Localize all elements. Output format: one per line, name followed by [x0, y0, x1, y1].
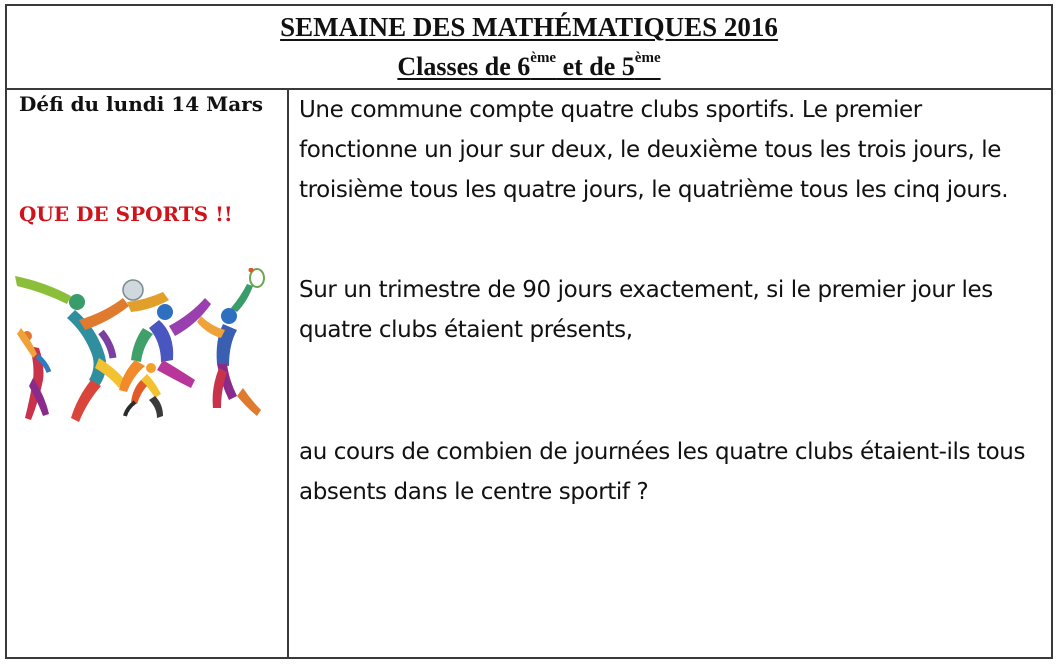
problem-panel — [299, 90, 1043, 657]
page-title — [7, 10, 1051, 44]
athletes-illustration — [15, 268, 267, 438]
title-text: SEMAINE DES MATHÉMATIQUES 2016 — [280, 12, 778, 42]
day-label: Défi du lundi 14 Mars — [19, 92, 263, 116]
subtitle-sup-2: ème — [634, 50, 661, 66]
tennis-player-figure — [197, 268, 264, 416]
problem-question: au cours de combien de journées les quatre clubs étaient-ils tous absents dans le centre sportif ? — [299, 439, 1026, 505]
subtitle-sup-1: ème — [530, 50, 557, 66]
left-panel — [7, 90, 287, 657]
sheet-header — [7, 6, 1051, 90]
subtitle-prefix: Classes de 6 — [397, 52, 531, 81]
subtitle-middle: et de 5 — [556, 52, 635, 81]
volleyball-player-figure — [17, 328, 49, 420]
spiking-player-figure — [119, 280, 211, 392]
problem-paragraph-2: Sur un trimestre de 90 jours exactement, si le premier jour les quatre clubs étaient présents, — [299, 277, 993, 343]
column-divider — [287, 88, 289, 657]
page-subtitle — [7, 50, 1051, 84]
problem-paragraph-1: Une commune compte quatre clubs sportifs. Le premier fonctionne un jour sur deux, le deuxième tous les trois jours, le troisième tous les quatre jours, le quatrième tous les cinq jours. — [299, 97, 1009, 203]
subtitle-text — [397, 52, 660, 81]
theme-label: QUE DE SPORTS !! — [19, 202, 233, 226]
challenge-sheet — [5, 4, 1053, 659]
